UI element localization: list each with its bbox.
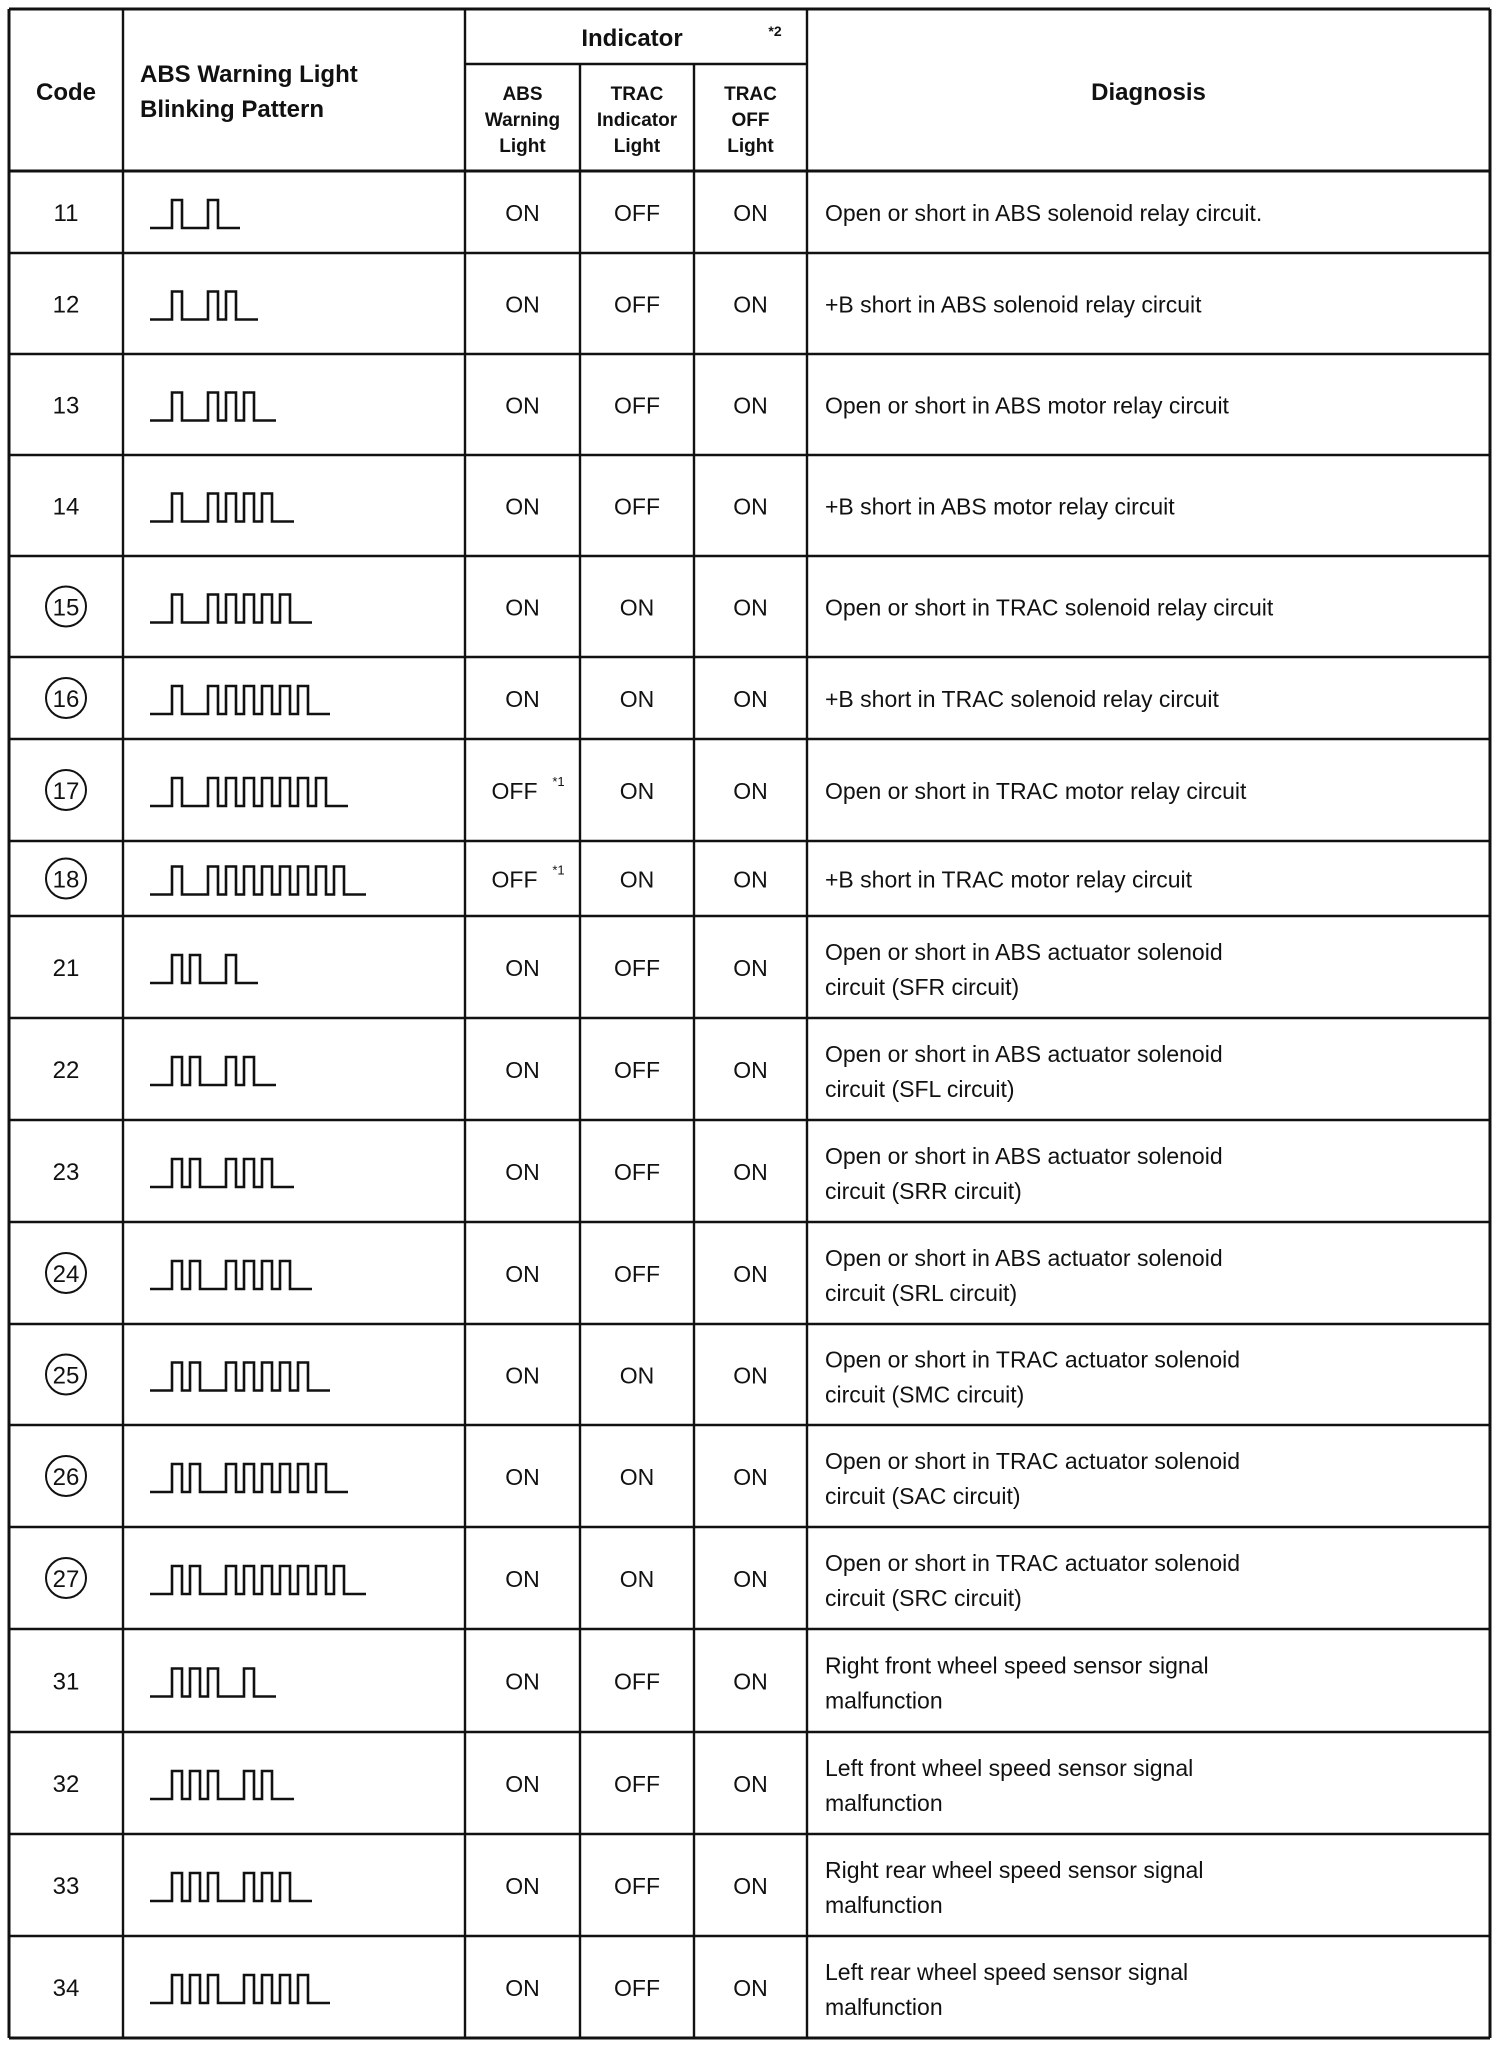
table-row	[53, 494, 1176, 522]
trac-off-light-state: ON	[733, 1771, 768, 1797]
trac-indicator-light-state: OFF	[614, 1668, 660, 1695]
diagnosis-text: Open or short in ABS motor relay circuit	[825, 392, 1229, 419]
blink-pattern-waveform	[150, 1873, 312, 1901]
table-row	[46, 678, 1220, 718]
row-code: 13	[52, 392, 80, 420]
blink-pattern-waveform	[150, 292, 258, 320]
diagnosis-text-line1: Open or short in TRAC actuator solenoid	[825, 1346, 1241, 1373]
diagnosis-text-line2: circuit (SFR circuit)	[825, 974, 1020, 1000]
row-code: 12	[52, 291, 80, 319]
abs-warning-light-state: ON	[505, 1873, 540, 1899]
row-code: 21	[52, 955, 80, 982]
header-diagnosis: Diagnosis	[1091, 79, 1206, 106]
diagnosis-text-line2: malfunction	[825, 1994, 943, 2020]
diagnosis-text-line2: circuit (SRR circuit)	[825, 1178, 1022, 1204]
table-row	[46, 1347, 1240, 1408]
diagnosis-text-line1: Open or short in ABS actuator solenoid	[825, 1143, 1223, 1169]
trac-indicator-light-state: ON	[619, 866, 655, 893]
abs-warning-light-state: ON	[505, 1566, 540, 1592]
diagnosis-text-line1: Left front wheel speed sensor signal	[825, 1755, 1194, 1781]
row-code: 18	[52, 866, 80, 894]
abs-warning-light-state: ON	[505, 594, 540, 621]
trac-indicator-light-state: OFF	[614, 1057, 660, 1083]
table-row	[53, 1755, 1194, 1816]
abs-warning-light-note: *1	[552, 862, 565, 878]
blink-pattern-waveform	[150, 955, 258, 983]
blink-pattern-waveform	[150, 1057, 276, 1085]
diagnosis-text-line2: malfunction	[825, 1790, 943, 1816]
trac-off-light-state: ON	[733, 1566, 768, 1592]
abs-warning-light-state: ON	[505, 955, 540, 981]
trac-indicator-light-state: OFF	[614, 291, 660, 318]
blink-pattern-waveform	[150, 494, 294, 522]
table-row	[54, 200, 1263, 228]
abs-warning-light-state: OFF	[491, 866, 538, 893]
trac-indicator-light-state: ON	[619, 594, 655, 621]
trac-off-light-state: ON	[733, 291, 768, 318]
row-code: 33	[52, 1873, 80, 1900]
diagnosis-text-line1: Open or short in ABS actuator solenoid	[825, 1041, 1223, 1067]
table-row	[46, 1448, 1240, 1509]
diagnosis-text-line2: malfunction	[825, 1892, 943, 1918]
diagnosis-text: +B short in ABS motor relay circuit	[825, 493, 1175, 520]
table-row	[46, 587, 1274, 627]
trac-off-light-state: ON	[733, 686, 768, 712]
header-code: Code	[36, 79, 96, 106]
row-code: 15	[52, 594, 80, 622]
trac-off-light-state: ON	[733, 594, 768, 621]
header-trac-indicator-light-line1: TRAC	[610, 84, 664, 105]
abs-warning-light-state: ON	[505, 392, 540, 419]
trac-off-light-state: ON	[733, 1668, 768, 1695]
trac-indicator-light-state: OFF	[614, 1975, 660, 2001]
diagnosis-text-line2: malfunction	[825, 1687, 943, 1714]
header-trac-off-light-line3: Light	[727, 136, 774, 157]
trac-off-light-state: ON	[733, 392, 768, 419]
header-trac-off-light-line1: TRAC	[724, 84, 777, 105]
blink-pattern-waveform	[150, 778, 348, 806]
diagnosis-text-line1: Left rear wheel speed sensor signal	[825, 1959, 1189, 1985]
row-code: 11	[53, 200, 79, 227]
blink-pattern-waveform	[150, 1261, 312, 1289]
abs-warning-light-state: ON	[505, 1362, 540, 1389]
header-pattern-line1: ABS Warning Light	[140, 61, 358, 88]
trac-off-light-state: ON	[733, 955, 768, 981]
header-indicator-note: *2	[768, 23, 782, 39]
abs-warning-light-state: ON	[505, 1975, 540, 2001]
row-code: 22	[52, 1057, 80, 1084]
diagnosis-text-line2: circuit (SMC circuit)	[825, 1381, 1025, 1408]
abs-warning-light-state: ON	[505, 686, 540, 712]
trac-indicator-light-state: ON	[619, 686, 655, 712]
trac-indicator-light-state: ON	[619, 1566, 655, 1592]
diagnosis-text-line1: Open or short in TRAC actuator solenoid	[825, 1448, 1241, 1474]
diagnosis-text-line2: circuit (SRL circuit)	[825, 1280, 1018, 1306]
trac-off-light-state: ON	[733, 778, 768, 804]
blink-pattern-waveform	[150, 595, 312, 623]
blink-pattern-waveform	[150, 1464, 348, 1492]
blink-pattern-waveform	[150, 393, 276, 421]
abs-warning-light-state: ON	[505, 493, 540, 520]
diagnosis-text: Open or short in TRAC solenoid relay circuit	[825, 594, 1274, 621]
diagnosis-text-line1: Right front wheel speed sensor signal	[825, 1652, 1209, 1679]
blink-pattern-waveform	[150, 1771, 294, 1799]
diagnosis-text-line2: circuit (SRC circuit)	[825, 1585, 1022, 1611]
trac-indicator-light-state: OFF	[614, 1771, 660, 1797]
blink-pattern-waveform	[150, 1566, 366, 1594]
header-abs-warning-light-line1: ABS	[502, 84, 543, 105]
abs-warning-light-state: ON	[505, 1261, 540, 1287]
trac-off-light-state: ON	[733, 493, 768, 520]
blink-pattern-waveform	[150, 867, 366, 895]
blink-pattern-waveform	[150, 1669, 276, 1697]
trac-off-light-state: ON	[733, 1159, 768, 1185]
trac-indicator-light-state: OFF	[614, 200, 660, 226]
row-code: 31	[52, 1668, 80, 1696]
table-row	[53, 292, 1202, 320]
row-code: 32	[52, 1771, 80, 1798]
abs-warning-light-state: OFF	[491, 778, 538, 804]
table-row	[53, 1143, 1223, 1204]
row-code: 34	[52, 1975, 80, 2002]
trac-indicator-light-state: OFF	[614, 493, 660, 520]
table-row	[46, 1550, 1240, 1611]
diagnosis-text: +B short in TRAC motor relay circuit	[825, 866, 1193, 893]
diagnosis-text-line2: circuit (SAC circuit)	[825, 1483, 1021, 1509]
row-code: 17	[52, 778, 80, 805]
trac-indicator-light-state: OFF	[614, 1159, 660, 1185]
trac-off-light-state: ON	[733, 1362, 768, 1389]
trac-off-light-state: ON	[733, 200, 768, 226]
header-trac-indicator-light-line2: Indicator	[596, 110, 678, 131]
trac-off-light-state: ON	[733, 866, 768, 893]
abs-warning-light-state: ON	[505, 200, 540, 226]
diagnosis-text: Open or short in TRAC motor relay circuit	[825, 778, 1247, 804]
trac-indicator-light-state: ON	[619, 1362, 655, 1389]
header-pattern-line2: Blinking Pattern	[140, 96, 325, 123]
table-row	[46, 1245, 1223, 1306]
header-trac-indicator-light-line3: Light	[613, 136, 661, 157]
trac-indicator-light-state: ON	[619, 1464, 655, 1490]
table-body	[46, 200, 1274, 2020]
trac-off-light-state: ON	[733, 1975, 768, 2001]
row-code: 23	[52, 1159, 80, 1186]
trac-indicator-light-state: OFF	[614, 955, 660, 981]
blink-pattern-waveform	[150, 1159, 294, 1187]
trac-indicator-light-state: OFF	[614, 392, 660, 419]
table-row	[46, 770, 1247, 810]
table-row	[53, 939, 1223, 1000]
diagnosis-text-line1: Open or short in ABS actuator solenoid	[825, 1245, 1223, 1271]
abs-warning-light-state: ON	[505, 291, 540, 318]
diagnosis-text-line1: Right rear wheel speed sensor signal	[825, 1857, 1204, 1883]
row-code: 24	[52, 1261, 80, 1288]
row-code: 14	[52, 493, 80, 521]
row-code: 25	[52, 1362, 80, 1390]
abs-warning-light-note: *1	[552, 774, 565, 789]
table-row	[53, 393, 1230, 421]
diagnosis-text: Open or short in ABS solenoid relay circuit.	[825, 200, 1263, 226]
diagnosis-text-line2: circuit (SFL circuit)	[825, 1076, 1015, 1102]
table-row	[53, 1041, 1223, 1102]
abs-warning-light-state: ON	[505, 1159, 540, 1185]
abs-warning-light-state: ON	[505, 1668, 540, 1695]
table-row	[53, 1959, 1188, 2020]
abs-warning-light-state: ON	[505, 1057, 540, 1083]
trac-indicator-light-state: OFF	[614, 1873, 660, 1899]
header-trac-off-light-line2: OFF	[731, 110, 770, 131]
trac-off-light-state: ON	[733, 1464, 768, 1490]
table-row	[53, 1653, 1209, 1714]
row-code: 27	[52, 1566, 80, 1593]
diagnosis-text: +B short in ABS solenoid relay circuit	[825, 291, 1202, 318]
row-code: 16	[52, 686, 80, 713]
diagnosis-text-line1: Open or short in TRAC actuator solenoid	[825, 1550, 1241, 1576]
abs-warning-light-state: ON	[505, 1771, 540, 1797]
blink-pattern-waveform	[150, 1975, 330, 2003]
table-header	[36, 23, 1206, 157]
trac-indicator-light-state: ON	[619, 778, 655, 804]
trac-off-light-state: ON	[733, 1873, 768, 1899]
trac-indicator-light-state: OFF	[614, 1261, 660, 1287]
table-row	[53, 1857, 1204, 1918]
diagnosis-text-line1: Open or short in ABS actuator solenoid	[825, 939, 1223, 965]
header-indicator: Indicator	[581, 25, 683, 52]
abs-warning-light-state: ON	[505, 1464, 540, 1490]
blink-pattern-waveform	[150, 1363, 330, 1391]
table-row	[46, 859, 1193, 899]
row-code: 26	[52, 1464, 80, 1491]
diagnosis-text: +B short in TRAC solenoid relay circuit	[825, 686, 1219, 712]
trac-off-light-state: ON	[733, 1261, 768, 1287]
header-abs-warning-light-line3: Light	[499, 136, 546, 157]
trac-off-light-state: ON	[733, 1057, 768, 1083]
blink-pattern-waveform	[150, 200, 240, 228]
header-abs-warning-light-line2: Warning	[484, 110, 561, 131]
blink-pattern-waveform	[150, 686, 330, 714]
